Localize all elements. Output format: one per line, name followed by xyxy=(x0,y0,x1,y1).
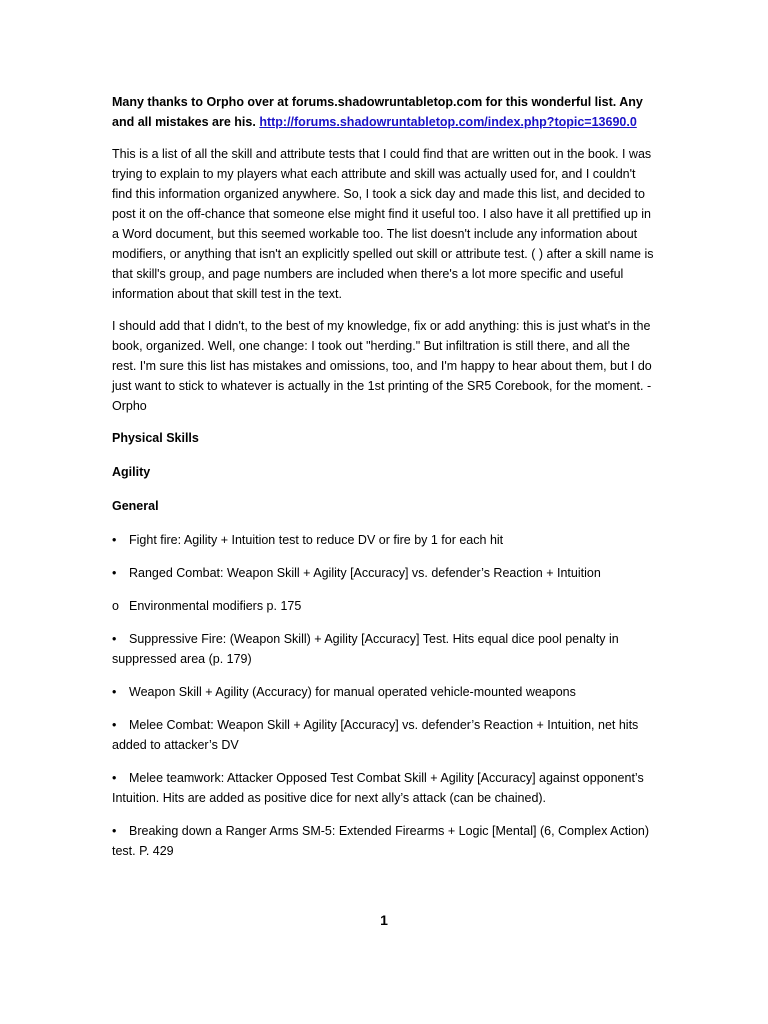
list-item xyxy=(112,821,657,861)
disclaimer-paragraph: I should add that I didn't, to the best of my knowledge, fix or add anything: this is just what's in the book, organized. Well, one change: I took out "herding." But infiltration is still there, and all the rest. I'm sure this list has mistakes and omissions, too, and I'm happy to hear about them, but I do just want to stick to whatever is actually in the 1st printing of the SR5 Corebook, for the moment. - Orpho xyxy=(112,319,652,413)
intro-paragraph xyxy=(112,92,657,132)
bullet-icon: • xyxy=(112,533,117,547)
thanks-text: Many thanks to Orpho over at forums.shadowruntabletop.com for this wonderful list. Any and all mistakes are his. xyxy=(112,95,643,129)
list-item-text: Melee teamwork: Attacker Opposed Test Combat Skill + Agility [Accuracy] against opponent’s Intuition. Hits are added as positive dice for next ally’s attack (can be chained). xyxy=(112,771,644,805)
list-item-text: Fight fire: Agility + Intuition test to reduce DV or fire by 1 for each hit xyxy=(129,533,504,547)
sub-list-item-text: Environmental modifiers p. 175 xyxy=(129,599,302,613)
bullet-icon: • xyxy=(112,824,117,838)
bullet-icon: • xyxy=(112,632,117,646)
bullet-icon: • xyxy=(112,566,117,580)
page-content xyxy=(112,92,657,874)
description-paragraph: This is a list of all the skill and attribute tests that I could find that are written out in the book. I was trying to explain to my players what each attribute and skill was actually used for, and I couldn't find this information organized anywhere. So, I took a sick day and made this list, and decided to post it on the off-chance that someone else might find it useful too. I also have it all prettified up in a Word document, but this seemed workable too. The list doesn't include any information about modifiers, or anything that isn't an explicitly spelled out skill or attribute test. ( ) after a skill name is that skill's group, and page numbers are included when there's a lot more specific and useful information about that skill test in the text. xyxy=(112,147,654,301)
sub-bullet-icon: o xyxy=(112,599,119,613)
list-item xyxy=(112,768,657,808)
list-item xyxy=(112,715,657,755)
subsection-heading: General xyxy=(112,499,159,513)
list-item xyxy=(112,563,657,583)
list-item xyxy=(112,530,657,550)
forum-link[interactable]: http://forums.shadowruntabletop.com/index.php?topic=13690.0 xyxy=(259,115,637,129)
page-number: 1 xyxy=(380,912,388,928)
list-item-text: Ranged Combat: Weapon Skill + Agility [Accuracy] vs. defender’s Reaction + Intuition xyxy=(129,566,601,580)
list-item xyxy=(112,682,657,702)
bullet-icon: • xyxy=(112,771,117,785)
attribute-heading: Agility xyxy=(112,465,151,479)
sub-list-item xyxy=(112,596,657,616)
list-item-text: Weapon Skill + Agility (Accuracy) for manual operated vehicle-mounted weapons xyxy=(129,685,576,699)
bullet-icon: • xyxy=(112,685,117,699)
list-item-text: Melee Combat: Weapon Skill + Agility [Accuracy] vs. defender’s Reaction + Intuition, net hits added to attacker’s DV xyxy=(112,718,639,752)
section-heading: Physical Skills xyxy=(112,431,199,445)
list-item xyxy=(112,629,657,669)
list-item-text: Breaking down a Ranger Arms SM-5: Extended Firearms + Logic [Mental] (6, Complex Action) test. P. 429 xyxy=(112,824,650,858)
list-item-text: Suppressive Fire: (Weapon Skill) + Agility [Accuracy] Test. Hits equal dice pool penalty in suppressed area (p. 179) xyxy=(112,632,619,666)
bullet-icon: • xyxy=(112,718,117,732)
